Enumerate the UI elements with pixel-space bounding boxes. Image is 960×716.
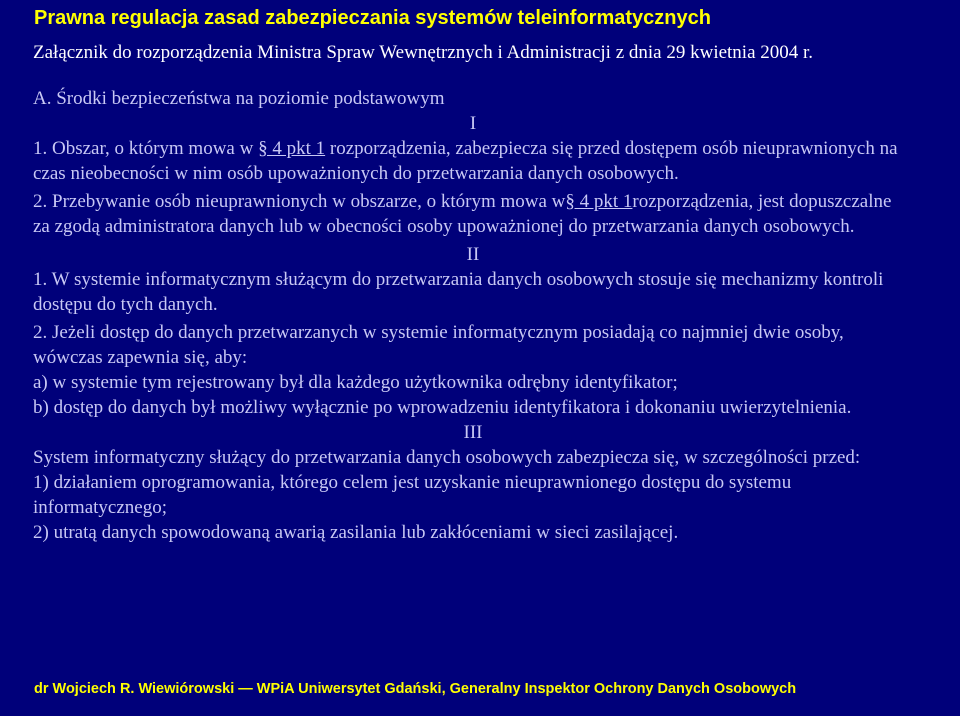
slide-content	[33, 40, 913, 545]
part-1-item-2-text: 2. Przebywanie osób nieuprawnionych w obszarze, o którym mowa w	[33, 191, 566, 212]
part-1-item-1-rest: rozporządzenia, zabezpiecza się przed dostępem osób nieuprawnionych na czas nieobecności w nim osób upoważnionych do przetwarzania danych osobowych.	[33, 138, 898, 184]
part-2-item-a: a) w systemie tym rejestrowany był dla każdego użytkownika odrębny identyfikator;	[33, 372, 678, 393]
part-1-numeral: I	[469, 113, 477, 134]
part-2-item-1: 1. W systemie informatycznym służącym do przetwarzania danych osobowych stosuje się mechanizmy kontroli dostępu do tych danych.	[33, 269, 884, 315]
part-3-intro: System informatyczny służący do przetwarzania danych osobowych zabezpiecza się, w szczególności przed:	[33, 447, 861, 468]
part-1-item-1	[33, 136, 913, 186]
part-2-item-2: 2. Jeżeli dostęp do danych przetwarzanych w systemie informatycznym posiadają co najmniej dwie osoby, wówczas zapewnia się, aby:	[33, 322, 844, 368]
part-3-item-1: 1) działaniem oprogramowania, którego celem jest uzyskanie nieuprawnionego dostępu do systemu informatycznego;	[33, 472, 792, 518]
part-2-item-b: b) dostęp do danych był możliwy wyłącznie po wprowadzeniu identyfikatora i dokonaniu uwierzytelnienia.	[33, 397, 852, 418]
slide-footer: dr Wojciech R. Wiewiórowski — WPiA Uniwersytet Gdański, Generalny Inspektor Ochrony Danych Osobowych	[34, 681, 797, 697]
part-1-item-2-rest: rozporządzenia, jest dopuszczalne za zgodą administratora danych lub w obecności osoby upoważnionej do przetwarzania danych osobowych.	[33, 191, 892, 237]
section-heading: A. Środki bezpieczeństwa na poziomie podstawowym	[33, 88, 445, 109]
part-3-numeral: III	[463, 422, 483, 443]
attachment-note: Załącznik do rozporządzenia Ministra Spraw Wewnętrznych i Administracji z dnia 29 kwietnia 2004 r.	[33, 42, 814, 63]
part-3-item-2: 2) utratą danych spowodowaną awarią zasilania lub zakłóceniami w sieci zasilającej.	[33, 522, 679, 543]
part-2-numeral: II	[466, 244, 480, 265]
regulation-reference-link[interactable]: § 4 pkt 1	[258, 138, 326, 159]
regulation-reference-link[interactable]: § 4 pkt 1	[565, 191, 633, 212]
part-1-item-1-text: 1. Obszar, o którym mowa w	[33, 138, 254, 159]
slide-title: Prawna regulacja zasad zabezpieczania systemów teleinformatycznych	[34, 7, 711, 29]
part-1-item-2	[33, 189, 913, 239]
